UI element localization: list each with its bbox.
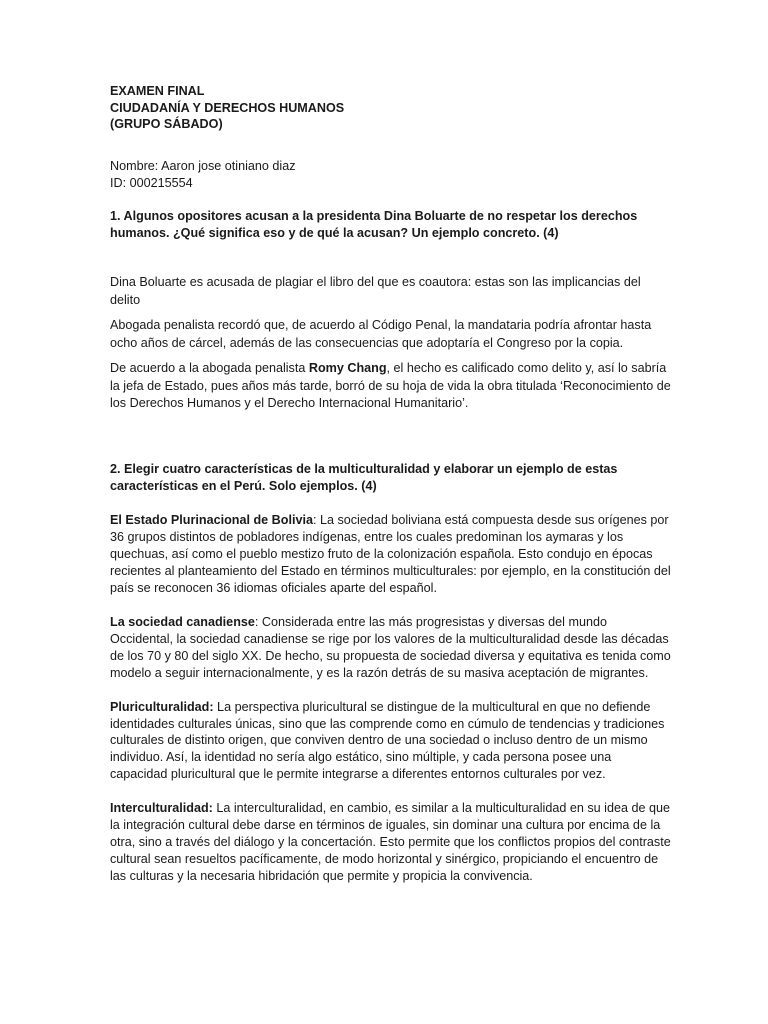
student-id: ID: 000215554 xyxy=(110,175,193,190)
example-term: El Estado Plurinacional de Bolivia xyxy=(110,513,313,528)
example-text: : Considerada entre las más progresistas y diversas del mundo Occidental, la sociedad canadiense se rige por los valores de la multiculturalidad desde las décadas de los 70 y 80 del siglo XX. De hecho, su propuesta de sociedad diversa y equitativa es tenida como modelo a seguir internacionalmente, y es la razón detrás de su masiva aceptación de migrantes. xyxy=(110,615,671,680)
example-bolivia xyxy=(110,512,672,597)
answer-1-p3-end: , el hecho es calificado como delito y, así lo sabría la jefa de Estado, pues años más tarde, borró de su hoja de vida la obra titulada ‘Reconocimiento de los Derechos Humanos y el Derecho Internacional Humanitario’. xyxy=(110,361,671,411)
example-text: La perspectiva pluricultural se distingue de la multicultural en que no defiende identidades culturales únicas, sino que las comprende como en cúmulo de tendencias y tradiciones culturales de distinto origen, que conviven dentro de una sociedad o incluso dentro de un mismo individuo. Así, la identidad no sería algo estático, sino múltiple, y cada persona posee una capacidad pluricultural que le permite integrarse a diferentes entornos culturales por vez. xyxy=(110,699,665,782)
exam-title: EXAMEN FINAL xyxy=(110,84,205,98)
answer-1-paragraph-1: Dina Boluarte es acusada de plagiar el libro del que es coautora: estas son las implicancias del delito xyxy=(110,274,641,307)
example-text: : La sociedad boliviana está compuesta desde sus orígenes por 36 grupos distintos de pobladores indígenas, entre los cuales predominan los aymaras y los quechuas, así como el pueblo mestizo fruto de la colonización española. Esto condujo en épocas recientes al planteamiento del Estado en términos multiculturales: por ejemplo, en la constitución del país se reconocen 36 idiomas oficiales aparte del español. xyxy=(110,513,671,596)
example-pluriculturalidad xyxy=(110,699,672,784)
answer-1-paragraph-3 xyxy=(110,360,672,413)
question-2: 2. Elegir cuatro características de la multiculturalidad y elaborar un ejemplo de estas características en el Perú. Solo ejemplos. (4) xyxy=(110,462,618,494)
question-1: 1. Algunos opositores acusan a la presidenta Dina Boluarte de no respetar los derechos humanos. ¿Qué significa eso y de qué la acusan? Un ejemplo concreto. (4) xyxy=(110,208,638,240)
romy-chang-name: Romy Chang xyxy=(308,361,387,376)
course-title: CIUDADANÍA Y DERECHOS HUMANOS xyxy=(110,100,345,115)
answer-1-paragraph-2: Abogada penalista recordó que, de acuerdo al Código Penal, la mandataria podría afrontar hasta ocho años de cárcel, además de las consecuencias que adoptaría el Congreso por la copia. xyxy=(110,318,652,350)
example-term: Pluriculturalidad: xyxy=(110,699,214,714)
example-term: Interculturalidad: xyxy=(110,801,213,816)
example-text: La interculturalidad, en cambio, es similar a la multiculturalidad en su idea de que la integración cultural debe darse en términos de iguales, sin dominar una cultura por encima de la otra, sino a través del diálogo y la concertación. Esto permite que los conflictos propios del contraste cultural sean resueltos pacíficamente, de modo horizontal y sinérgico, propiciando el encuentro de las culturas y la necesaria hibridación que permite y propicia la convivencia. xyxy=(110,801,671,883)
example-canada xyxy=(110,614,672,682)
student-name: Nombre: Aaron jose otiniano diaz xyxy=(110,158,296,173)
example-interculturalidad xyxy=(110,800,672,885)
document-page xyxy=(110,83,672,885)
answer-1-p3-start: De acuerdo a la abogada penalista xyxy=(110,361,309,376)
group-title: (GRUPO SÁBADO) xyxy=(110,117,223,131)
example-term: La sociedad canadiense xyxy=(110,615,255,629)
